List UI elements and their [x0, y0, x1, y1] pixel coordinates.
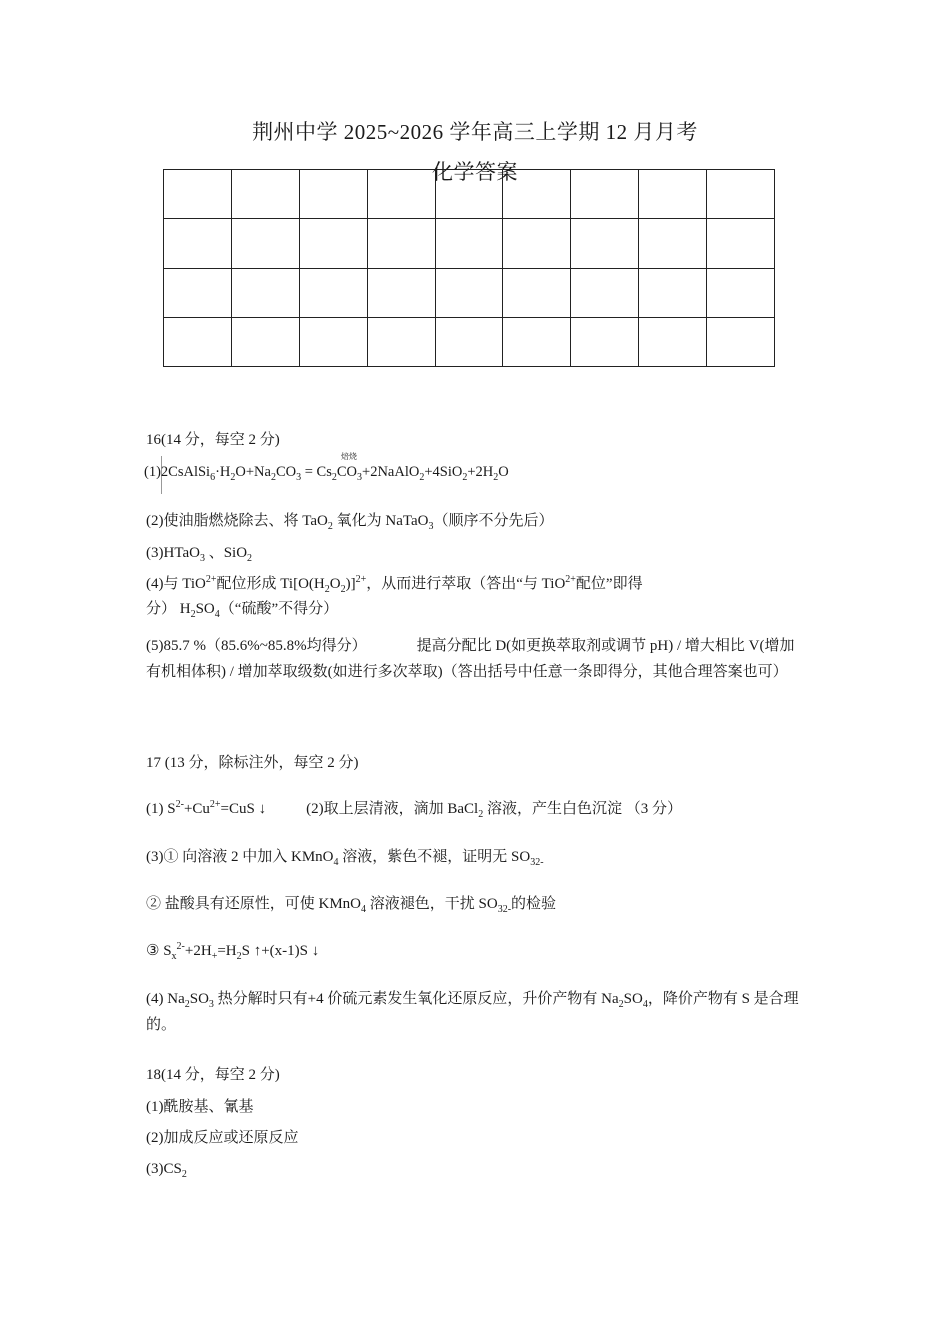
q16-p4-e: ，从而进行萃取（答出“与 TiO	[366, 576, 566, 592]
answer-grid-cell	[571, 268, 639, 317]
q17-p3-2-d: 的检验	[511, 896, 557, 912]
q16-part5	[146, 633, 806, 685]
answer-grid-cell	[231, 317, 299, 366]
q17-part1-2: (1) $S^{2-}+Cu^{2+}=CuS$ ↓ (2)取上层清液，滴加 BaCl$_2$ 溶液，产生白色沉淀 （3 分）	[146, 799, 682, 820]
answer-grid-cell	[299, 219, 367, 268]
q16-p4-d: )]	[345, 576, 356, 592]
q16-p2-b: 氧化为 NaTaO	[332, 513, 429, 529]
q16-equation: $(1)2CsAlSi_6\cdot H_2O+Na_2CO_3$ = $Cs_2CO_3+2NaAlO_2+4SiO_2+2H_2O$	[144, 464, 509, 483]
q16-p3-b: 、SiO	[204, 545, 248, 561]
q16-part4-line2: 分） $H_2SO_4(“$硫酸”不得分）	[146, 601, 339, 620]
page-subtitle: 化学答案	[432, 160, 518, 184]
answer-grid-cell	[639, 219, 707, 268]
q16-part4-line1: (4)与 TiO$^{2+}$配位形成 $Ti[O(H_2O_2)]^{2+}$，从而进行萃取（答出“与 TiO$^{2+}$配位”即得	[146, 574, 643, 595]
answer-grid-cell	[299, 268, 367, 317]
answer-grid-cell	[435, 219, 503, 268]
answer-grid-cell	[367, 268, 435, 317]
q17-p3-2-a: ② 盐酸具有还原性，可使 KMnO	[146, 896, 362, 912]
q16-part2: (2)使油脂燃烧除去、将 TaO$_2$ 氧化为 NaTaO$_3$（顺序不分先后）	[146, 513, 554, 532]
q17-p3-3-a: ③ S	[146, 943, 172, 959]
q17-p3-2-c: 32-	[497, 904, 512, 915]
answer-grid-cell	[639, 268, 707, 317]
answer-grid-row	[164, 219, 775, 268]
q17-heading: 17 (13 分，除标注外，每空 2 分)	[146, 755, 359, 771]
q16-p2-a: (2)使油脂燃烧除去、将 TaO	[146, 513, 328, 529]
answer-grid-cell	[707, 268, 775, 317]
answer-grid-cell	[639, 317, 707, 366]
q16-p4-i: （“硫酸”不得分）	[219, 601, 339, 617]
q17-p4-b: SO	[189, 991, 209, 1007]
q16-p2-c: （顺序不分先后）	[433, 513, 554, 529]
answer-grid-cell	[571, 317, 639, 366]
q16-p4-g: 分） H	[146, 601, 191, 617]
q18-heading: 18(14 分，每空 2 分)	[146, 1067, 280, 1083]
q16-part3: (3)HTaO$_3$ 、SiO$_2$	[146, 545, 253, 564]
page-title: 荆州中学 2025~2026 学年高三上学期 12 月月考	[252, 120, 698, 144]
q17-p1-c: =CuS ↓	[220, 801, 267, 817]
q18-part2: (2)加成反应或还原反应	[146, 1130, 299, 1146]
q16-p4-b: 配位形成 Ti[O(H	[216, 576, 325, 592]
q17-part4: (4) $Na_2SO_3$ 热分解时只有+4 价硫元素发生氧化还原反应，升价产物有 $Na_2SO_4$，降价产物有 S 是合理的。	[146, 991, 799, 1033]
answer-grid-cell	[367, 317, 435, 366]
q16-p4-a: (4)与 TiO	[146, 576, 206, 592]
answer-grid	[163, 169, 775, 367]
answer-grid-cell	[164, 219, 232, 268]
q17-p3-2-b: 溶液褪色，干扰 SO	[366, 896, 498, 912]
q17-p3-3-b: +2H	[184, 943, 212, 959]
answer-grid-cell	[164, 268, 232, 317]
q17-p3-c: 32-	[530, 857, 544, 868]
answer-grid-cell	[707, 219, 775, 268]
answer-grid-row	[164, 268, 775, 317]
answer-grid-cell	[367, 219, 435, 268]
q17-p4-e: ，降价产物有 S 是合理的。	[146, 991, 799, 1033]
answer-grid-cell	[164, 317, 232, 366]
answer-grid-cell	[707, 317, 775, 366]
answer-grid-cell	[571, 219, 639, 268]
q17-p3-b: 溶液，紫色不褪，证明无 SO	[338, 849, 531, 865]
q17-part3-1: (3)① 向溶液 2 中加入 KMnO$_4$ 溶液，紫色不褪，证明无 $SO_{32-}$	[146, 849, 544, 868]
q17-part3-3: ③ $S_x^{2-}+2H_+=H_2S$ ↑+(x-1)S ↓	[146, 941, 320, 962]
answer-grid-cell	[231, 268, 299, 317]
q16-heading: 16(14 分，每空 2 分)	[146, 432, 280, 448]
q16-p5-a: (5)85.7 %（85.6%~85.8%均得分）	[146, 638, 367, 654]
q17-p4-a: (4) Na	[146, 991, 185, 1007]
eq-reactant-1: 2CsAlSi	[160, 464, 211, 480]
answer-grid-cell	[231, 219, 299, 268]
answer-grid-cell	[435, 317, 503, 366]
answer-grid-cell	[435, 268, 503, 317]
answer-grid-cell	[299, 317, 367, 366]
q16-p4-h: SO	[195, 601, 215, 617]
q17-p3-3-d: =H	[217, 943, 237, 959]
q17-p4-d: SO	[623, 991, 643, 1007]
q17-p1-a: (1) S	[146, 801, 176, 817]
q17-p3-a: (3)① 向溶液 2 中加入 KMnO	[146, 849, 334, 865]
answer-grid-row	[164, 317, 775, 366]
q16-p4-f: 配位”即得	[575, 576, 643, 592]
eq-condition-label: 焙烧	[341, 452, 357, 461]
q18-part1: (1)酰胺基、氰基	[146, 1099, 254, 1115]
q17-p3-3-c: +	[211, 951, 218, 962]
q18-part3: $(3)CS_2$	[146, 1161, 187, 1180]
q17-p3-3-e: S ↑+(x-1)S ↓	[241, 943, 320, 959]
q17-p4-c: 热分解时只有+4 价硫元素发生氧化还原反应，升价产物有 Na	[213, 991, 619, 1007]
answer-grid-cell	[503, 268, 571, 317]
q16-p5-b: 提高分配比 D(如更换萃取剂或调节 pH) / 增大相比 V(增加有机相体积) / 增加萃取级数(如进行多次萃取)（答出括号中任意一条即得分，其他合理答案也可）	[146, 638, 795, 680]
q17-p2-a: (2)取上层清液，滴加 BaCl	[306, 801, 479, 817]
q17-p2-b: 溶液，产生白色沉淀 （3 分）	[483, 801, 682, 817]
q16-p4-c: O	[329, 576, 341, 592]
q16-p1-label: (1)	[144, 464, 161, 480]
answer-grid-cell	[503, 219, 571, 268]
q17-part3-2: ② 盐酸具有还原性，可使 KMnO$_4$ 溶液褪色，干扰 $SO_{32-}$的检验	[146, 896, 557, 915]
q16-p3-a: (3)HTaO	[146, 545, 200, 561]
q18-p3-a: (3)CS	[146, 1161, 182, 1177]
q17-p1-b: +Cu	[183, 801, 210, 817]
answer-grid-cell	[503, 317, 571, 366]
